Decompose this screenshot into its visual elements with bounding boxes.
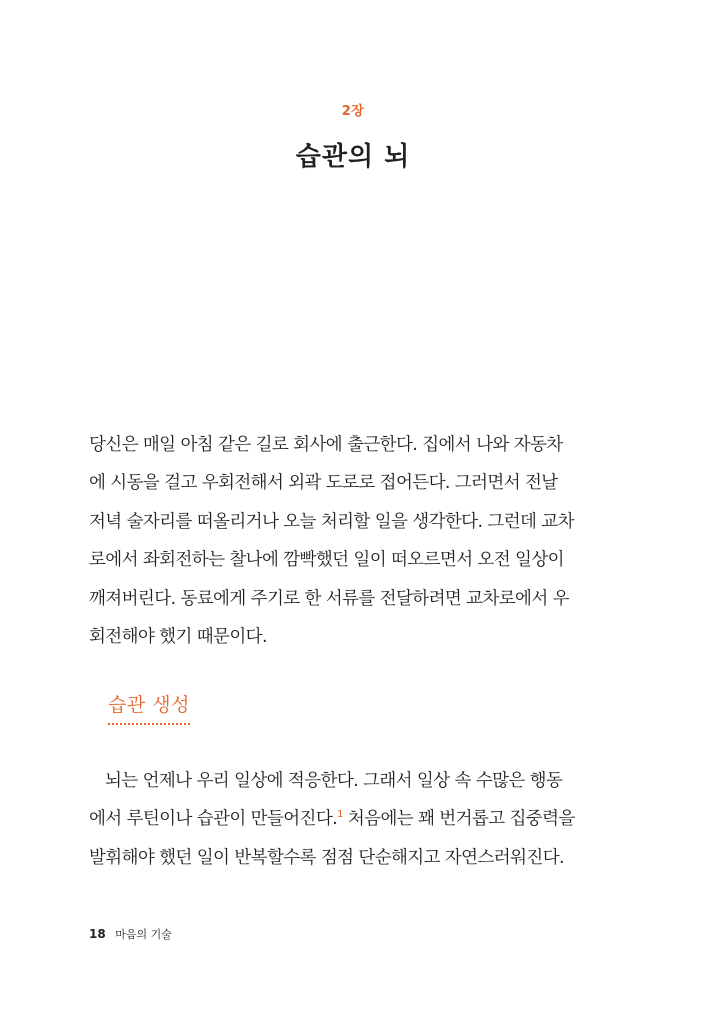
paragraph-line: 깨져버린다. 동료에게 주기로 한 서류를 전달하려면 교차로에서 우	[89, 588, 569, 609]
paragraph-line-segment: 에서 루틴이나 습관이 만들어진다.	[89, 809, 338, 830]
paragraph-1	[89, 426, 619, 656]
paragraph-line-segment: 처음에는 꽤 번거롭고 집중력을	[342, 809, 575, 830]
book-title: 마음의 기술	[115, 928, 172, 941]
footnote-marker[interactable]: 1	[337, 809, 343, 821]
paragraph-line: 에 시동을 걸고 우회전해서 외곽 도로로 접어든다. 그러면서 전날	[89, 473, 558, 494]
section-heading: 습관 생성	[108, 690, 190, 725]
paragraph-line: 회전해야 했기 때문이다.	[89, 627, 267, 648]
paragraph-line: 뇌는 언제나 우리 일상에 적응한다. 그래서 일상 속 수많은 행동	[105, 771, 563, 791]
paragraph-line	[89, 800, 619, 838]
page-footer	[89, 926, 172, 942]
paragraph-line: 당신은 매일 아침 같은 길로 회사에 출근한다. 집에서 나와 자동차	[89, 435, 563, 455]
paragraph-line: 저녁 술자리를 떠올리거나 오늘 처리할 일을 생각한다. 그런데 교차	[89, 511, 574, 532]
chapter-title: 습관의 뇌	[295, 142, 411, 172]
paragraph-line: 발휘해야 했던 일이 반복할수록 점점 단순해지고 자연스러워진다.	[89, 847, 564, 868]
chapter-label: 2장	[341, 104, 365, 119]
paragraph-line: 로에서 좌회전하는 찰나에 깜빡했던 일이 떠오르면서 오전 일상이	[89, 550, 564, 571]
page-number: 18	[89, 927, 106, 941]
paragraph-2	[89, 762, 619, 877]
